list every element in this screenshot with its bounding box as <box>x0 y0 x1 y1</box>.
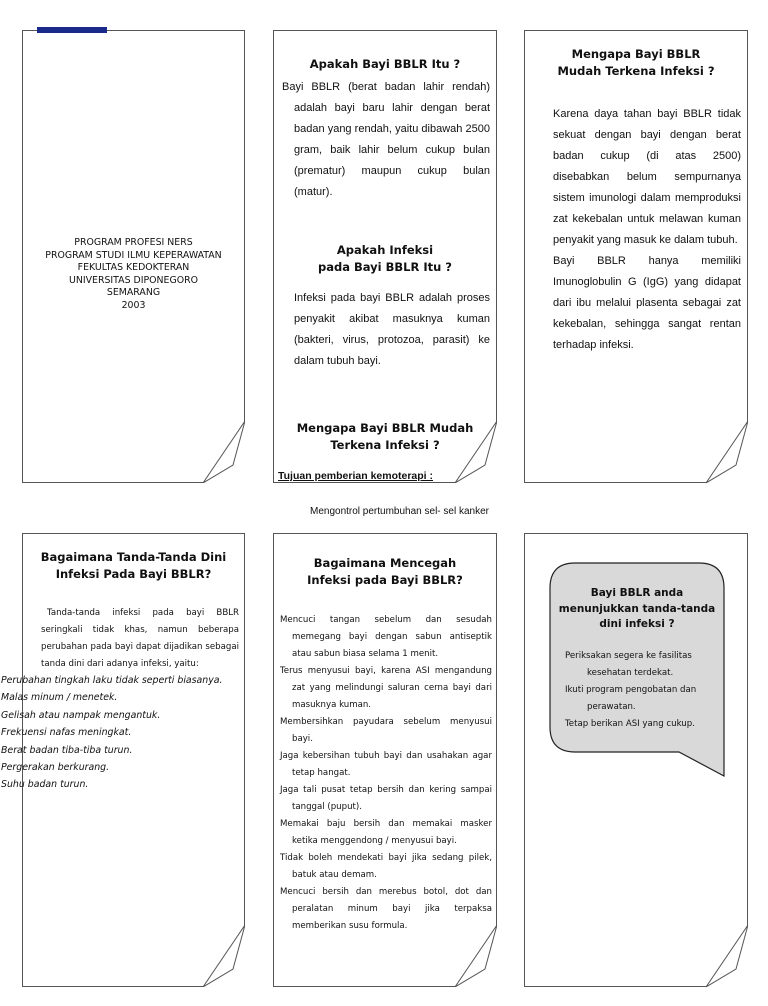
panel-prevention <box>273 533 497 987</box>
page-curl-icon <box>455 925 497 987</box>
panel-what-is-bblr <box>273 30 497 483</box>
list-item: Suhu badan turun. <box>1 779 89 791</box>
list-item: Tidak boleh mendekati bayi jika sedang pilek, batuk atau demam. <box>280 853 492 880</box>
list-item: Perubahan tingkah laku tidak seperti biasanya. <box>1 675 223 686</box>
page-curl-icon <box>203 421 245 483</box>
list-prevention <box>280 612 492 935</box>
cover-panel <box>22 30 245 483</box>
list-item: Memakai baju bersih dan memakai masker ketika menggendong / menyusui bayi. <box>280 819 492 846</box>
list-item: Berat badan tiba-tiba turun. <box>1 744 133 756</box>
text-immunity-paragraph-2: Bayi BBLR hanya memiliki Imunoglobulin G (IgG) yang didapat dari ibu melalui plasenta sebagai zat kekebalan, sehingga sangat rentan terhadap infeksi. <box>553 255 741 351</box>
list-item: Gelisah atau nampak mengantuk. <box>1 709 161 721</box>
list-item: Periksakan segera ke fasilitas kesehatan terdekat. <box>565 651 692 678</box>
list-what-to-do <box>565 648 715 733</box>
text-bblr-definition: Bayi BBLR (berat badan lahir rendah) adalah bayi baru lahir dengan berat badan yang rendah, yaitu dibawah 2500 gram, baik lahir belum cukup bulan (prematur) maupun cukup bulan (matur). <box>282 81 490 198</box>
text-immunity-paragraph-1: Karena daya tahan bayi BBLR tidak sekuat dengan bayi dengan berat badan cukup (di atas 2500) disebabkan belum sempurnanya sistem imunologi dalam memproduksi zat kekebalan untuk melawan kuman penyakit yang masuk ke dalam tubuh. <box>553 108 741 246</box>
text-infection-definition: Infeksi pada bayi BBLR adalah proses penyakit akibat masuknya kuman (bakteri, virus, protozoa, parasit) ke dalam tubuh bayi. <box>294 292 490 367</box>
page-curl-icon <box>706 925 748 987</box>
list-item: Pergerakan berkurang. <box>1 762 110 774</box>
heading-what-is-infection: Apakah Infeksi pada Bayi BBLR Itu ? <box>318 243 452 274</box>
list-item: Membersihkan payudara sebelum menyusui bayi. <box>280 717 492 744</box>
cover-line-faculty: FEKULTAS KEDOKTERAN <box>77 262 190 273</box>
list-item: Ikuti program pengobatan dan perawatan. <box>565 685 697 712</box>
list-item: Jaga kebersihan tubuh bayi dan usahakan agar tetap hangat. <box>280 751 492 778</box>
list-early-signs <box>1 672 241 794</box>
page-curl-icon <box>706 421 748 483</box>
page-curl-icon <box>455 421 497 483</box>
cover-line-program: PROGRAM PROFESI NERS <box>74 237 193 248</box>
overflow-chemo-text: Mengontrol pertumbuhan sel- sel kanker <box>310 506 489 517</box>
panel-early-signs <box>1 533 245 987</box>
heading-early-signs: Bagaimana Tanda-Tanda Dini Infeksi Pada Bayi BBLR? <box>40 550 227 581</box>
heading-what-is-bblr: Apakah Bayi BBLR Itu ? <box>309 57 461 71</box>
cover-line-year: 2003 <box>121 299 146 311</box>
list-item: Mencuci bersih dan merebus botol, dot dan peralatan minum bayi jika terpaksa memberikan susu formula. <box>280 887 492 931</box>
text-early-signs-intro: Tanda-tanda infeksi pada bayi BBLR seringkali tidak khas, namun beberapa perubahan pada bayi dapat dijadikan sebagai tanda dini dari adanya infeksi, yaitu: <box>41 608 239 669</box>
heading-what-to-do: Bayi BBLR anda menunjukkan tanda-tanda dini infeksi ? <box>558 587 716 630</box>
list-item: Frekuensi nafas meningkat. <box>1 727 132 739</box>
heading-why-susceptible-repeat: Mengapa Bayi BBLR Mudah Terkena Infeksi ? <box>296 421 474 452</box>
heading-why-susceptible: Mengapa Bayi BBLR Mudah Terkena Infeksi ? <box>557 47 715 78</box>
list-item: Terus menyusui bayi, karena ASI mengandung zat yang melindungi saluran cerna bayi dari masuknya kuman. <box>280 666 492 710</box>
cover-logo-fragment <box>37 27 107 33</box>
cover-line-university: UNIVERSITAS DIPONEGORO <box>68 274 199 286</box>
page-curl-icon <box>203 925 245 987</box>
text-immunity-reason <box>553 104 741 356</box>
cover-line-city: SEMARANG <box>106 287 161 298</box>
list-item: Tetap berikan ASI yang cukup. <box>565 719 695 729</box>
list-item: Mencuci tangan sebelum dan sesudah memegang bayi dengan sabun antiseptik atau sabun biasa selama 1 menit. <box>280 615 492 659</box>
list-item: Malas minum / menetek. <box>1 692 118 704</box>
panel-why-susceptible <box>524 30 748 483</box>
cover-line-study: PROGRAM STUDI ILMU KEPERAWATAN <box>45 249 222 261</box>
list-item: Jaga tali pusat tetap bersih dan kering sampai tanggal (puput). <box>280 785 492 812</box>
overflow-chemo-heading: Tujuan pemberian kemoterapi : <box>278 470 434 482</box>
heading-prevention: Bagaimana Mencegah Infeksi pada Bayi BBLR? <box>307 556 463 587</box>
cover-text <box>23 237 244 312</box>
panel-what-to-do <box>524 533 748 987</box>
